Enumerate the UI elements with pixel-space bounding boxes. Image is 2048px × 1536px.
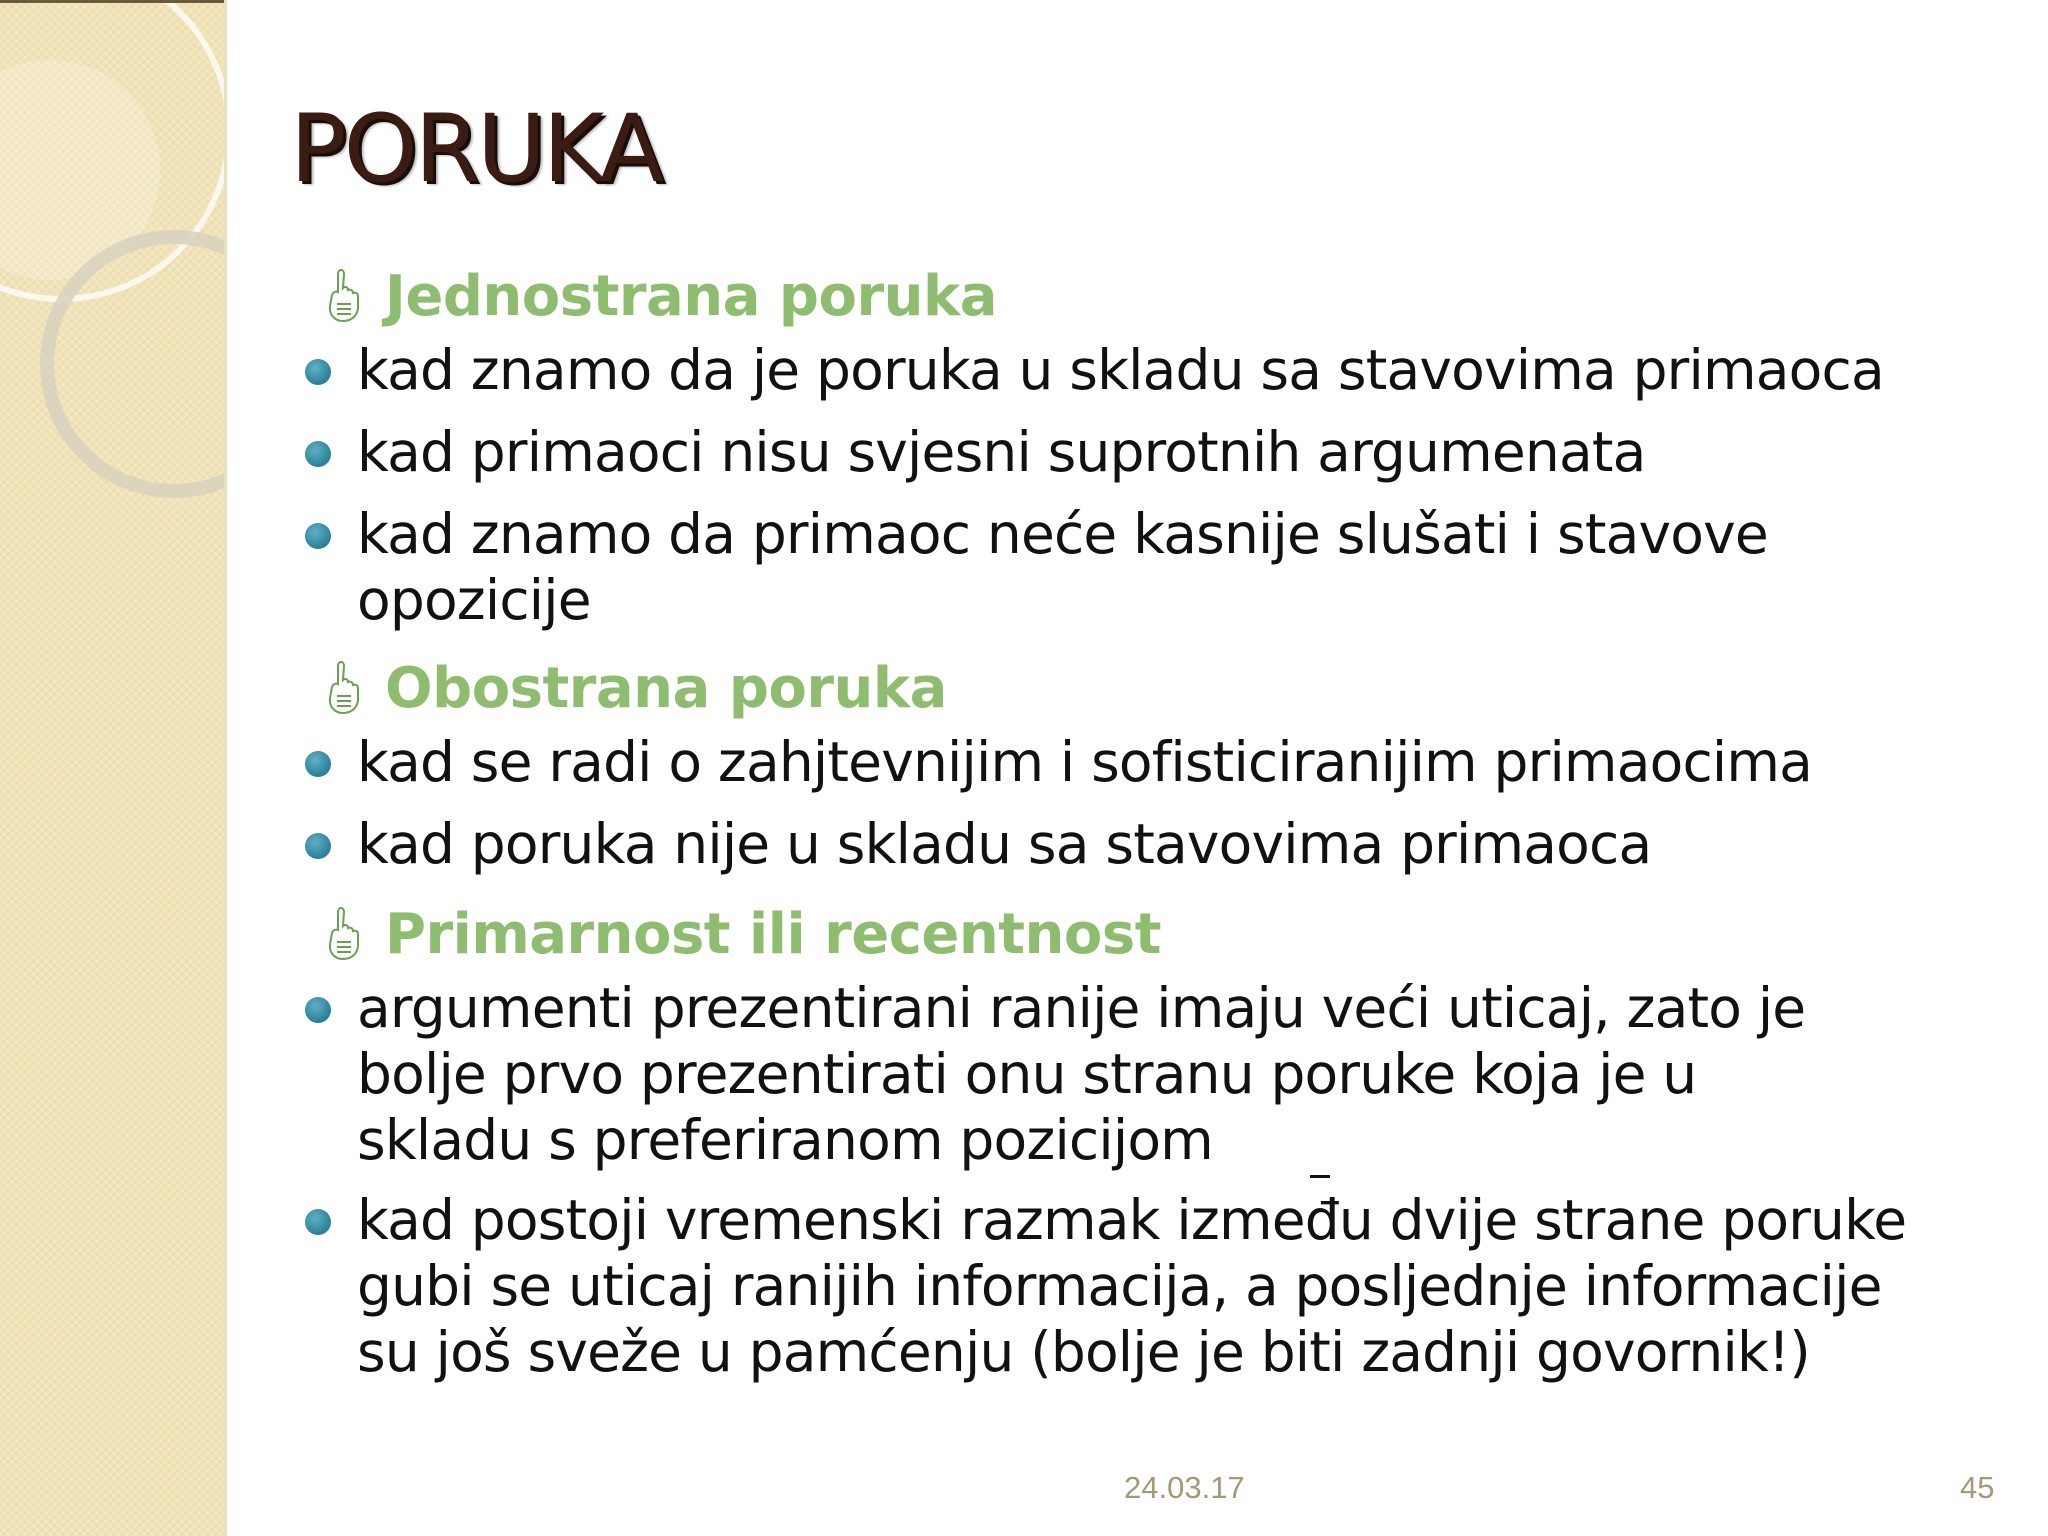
section-heading-label: Obostrana poruka — [385, 655, 947, 721]
list-item — [305, 337, 1935, 419]
list-item-text: kad primaoci nisu svjesni suprotnih argumenata — [357, 420, 1646, 484]
bullet-dot — [305, 751, 331, 777]
section-heading-jednostrana — [325, 255, 1935, 337]
decorative-sidebar — [0, 0, 224, 1536]
sidebar-divider — [224, 0, 227, 1536]
bullet-dot — [305, 523, 331, 549]
bullet-dot — [305, 997, 331, 1023]
list-item — [305, 729, 1935, 811]
section-heading-label: Primarnost ili recentnost — [385, 901, 1161, 967]
section-heading-obostrana — [325, 647, 1935, 729]
slide-title: PORUKA — [290, 95, 662, 204]
bullet-dot — [305, 833, 331, 859]
bullet-dot — [305, 359, 331, 385]
bullet-dot — [305, 1209, 331, 1235]
list-item — [305, 501, 1935, 633]
section-heading-label: Jednostrana poruka — [385, 263, 997, 329]
list-item — [305, 811, 1935, 893]
slide-content — [305, 255, 1935, 1399]
pointing-hand-icon — [325, 268, 363, 324]
footer-date: 24.03.17 — [1124, 1470, 1245, 1505]
list-item-text: kad postoji vremenski razmak između dvije strane poruke gubi se uticaj ranijih informacija, a posljednje informacije su još sveže u pamćenju (bolje je biti zadnji govornik!) — [357, 1188, 1907, 1384]
list-item — [305, 419, 1935, 501]
page-number: 45 — [1960, 1470, 1995, 1505]
list-item-text: kad poruka nije u skladu sa stavovima primaoca — [357, 812, 1652, 876]
pointing-hand-icon — [325, 906, 363, 962]
sidebar-top-border — [0, 0, 224, 3]
stray-mark — [1310, 1175, 1330, 1178]
list-item-text: kad znamo da primaoc neće kasnije slušati i stavove opozicije — [357, 502, 1768, 632]
pointing-hand-icon — [325, 660, 363, 716]
list-item-text: kad znamo da je poruka u skladu sa stavovima primaoca — [357, 338, 1884, 402]
list-item — [305, 1187, 1935, 1385]
section-heading-primarnost — [325, 893, 1935, 975]
bullet-dot — [305, 441, 331, 467]
list-item-text: argumenti prezentirani ranije imaju veći uticaj, zato je bolje prvo prezentirati onu stranu poruke koja je u skladu s preferiranom pozicijom — [357, 976, 1806, 1172]
list-item-text: kad se radi o zahjtevnijim i sofisticiranijim primaocima — [357, 730, 1813, 794]
list-item — [305, 975, 1935, 1173]
